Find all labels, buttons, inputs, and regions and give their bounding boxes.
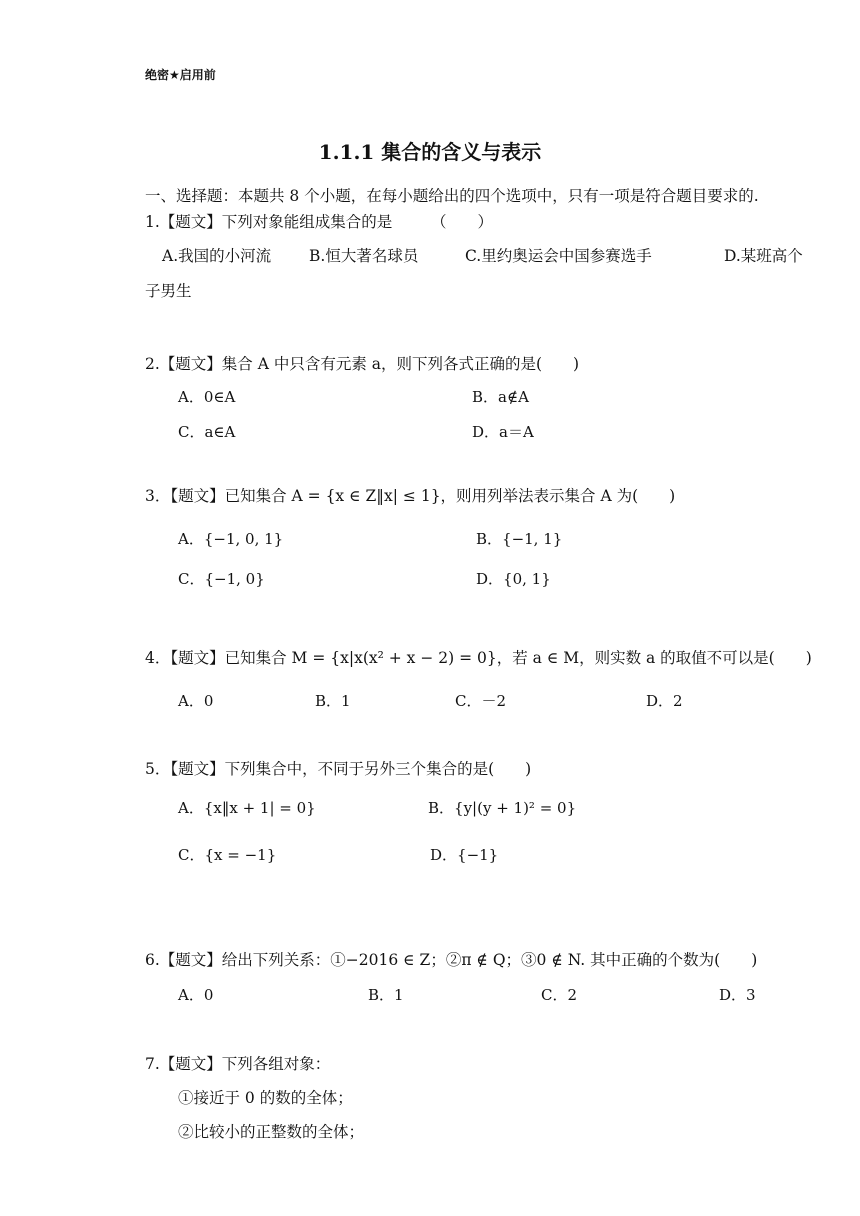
question-2-option-a: A．0∈A <box>178 388 236 406</box>
question-3-option-a: A．{−1, 0, 1} <box>178 530 284 548</box>
confidential-label: 绝密★启用前 <box>145 68 216 82</box>
question-2-option-b: B．a∉A <box>472 388 529 406</box>
question-1-option-c: C.里约奥运会中国参赛选手 <box>465 247 652 265</box>
question-5-option-c: C．{x = −1} <box>178 846 277 864</box>
question-5-stem: 5．【题文】下列集合中，不同于另外三个集合的是( ) <box>145 760 532 778</box>
question-4-option-b: B．1 <box>315 692 351 710</box>
question-2-option-d: D．a＝A <box>472 423 534 441</box>
question-4-option-a: A．0 <box>178 692 214 710</box>
question-3-option-c: C．{−1, 0} <box>178 570 265 588</box>
question-3-stem: 3．【题文】已知集合 A = {x ∈ Z‖x| ≤ 1}，则用列举法表示集合 A 为( ) <box>145 487 676 505</box>
question-7-item-1: ①接近于 0 的数的全体； <box>178 1089 353 1107</box>
question-4-stem: 4．【题文】已知集合 M = {x|x(x² + x − 2) = 0}，若 a ∈ M，则实数 a 的取值不可以是( ) <box>145 649 812 667</box>
page-title: 1.1.1 集合的含义与表示 <box>318 140 542 164</box>
question-6-option-a: A．0 <box>178 986 214 1004</box>
question-6-option-d: D．3 <box>719 986 756 1004</box>
section-intro: 一、选择题：本题共 8 个小题，在每小题给出的四个选项中，只有一项是符合题目要求的. <box>145 187 759 205</box>
question-5-option-a: A．{x‖x + 1| = 0} <box>178 799 316 817</box>
question-6-option-b: B．1 <box>368 986 404 1004</box>
question-4-option-d: D．2 <box>646 692 683 710</box>
question-1-continuation: 子男生 <box>145 282 192 300</box>
question-5-option-b: B．{y|(y + 1)² = 0} <box>428 799 577 817</box>
question-2-option-c: C．a∈A <box>178 423 236 441</box>
question-3-option-b: B．{−1, 1} <box>476 530 563 548</box>
question-1-option-a: A.我国的小河流 <box>162 247 272 265</box>
question-4-option-c: C．－2 <box>455 692 507 710</box>
question-5-option-d: D．{−1} <box>430 846 499 864</box>
question-2-stem: 2.【题文】集合 A 中只含有元素 a，则下列各式正确的是( ) <box>145 355 580 373</box>
question-7-stem: 7.【题文】下列各组对象： <box>145 1055 331 1073</box>
question-1-option-b: B.恒大著名球员 <box>309 247 419 265</box>
question-6-stem: 6.【题文】给出下列关系：①−2016 ∈ Z；②π ∉ Q；③0 ∉ N. 其中正确的个数为( ) <box>145 951 758 969</box>
question-3-option-d: D．{0, 1} <box>476 570 551 588</box>
question-1-stem: 1.【题文】下列对象能组成集合的是 （ ） <box>145 213 494 231</box>
question-1-option-d: D.某班高个 <box>724 247 803 265</box>
question-7-item-2: ②比较小的正整数的全体； <box>178 1123 365 1141</box>
question-6-option-c: C．2 <box>541 986 578 1004</box>
